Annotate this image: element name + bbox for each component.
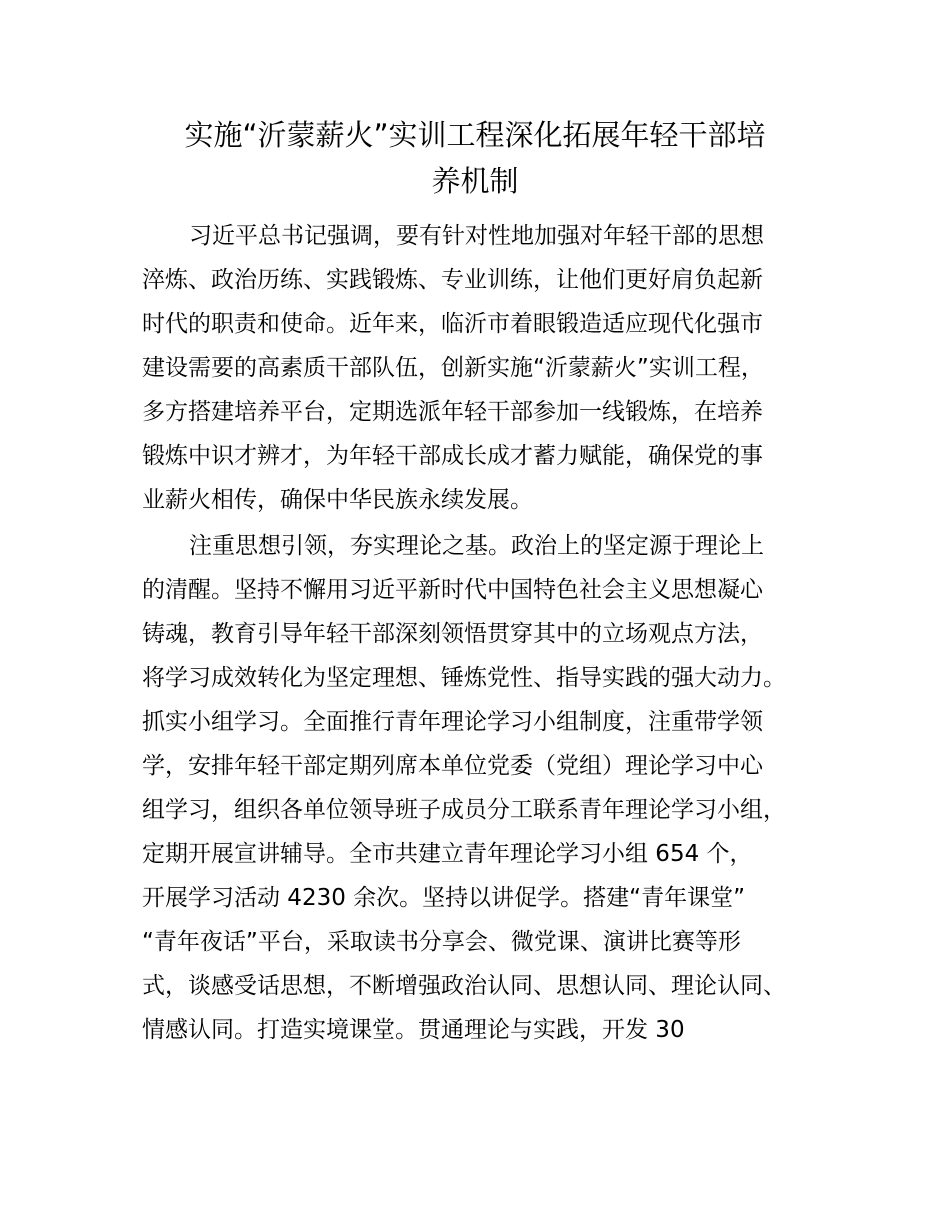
text-line: 铸魂，教育引导年轻干部深刻领悟贯穿其中的立场观点方法， — [142, 621, 763, 647]
text-line: 业薪火相传，确保中华民族永续发展。 — [142, 487, 533, 513]
text-line: 多方搭建培养平台，定期选派年轻干部参加一线锻炼，在培养 — [142, 399, 763, 425]
text-line: 时代的职责和使命。近年来，临沂市着眼锻造适应现代化强市 — [142, 311, 763, 337]
text-line: 组学习，组织各单位领导班子成员分工联系青年理论学习小组， — [142, 797, 786, 823]
document-title — [100, 112, 850, 204]
text-line: 将学习成效转化为坚定理想、锤炼党性、指导实践的强大动力。 — [142, 665, 786, 691]
text-line: “青年夜话”平台，采取读书分享会、微党课、演讲比赛等形 — [142, 929, 741, 955]
title-line: 实施“沂蒙薪火”实训工程深化拓展年轻干部培 — [184, 118, 766, 152]
text-line: 开展学习活动 4230 余次。坚持以讲促学。搭建“青年课堂” — [142, 885, 745, 911]
title-line: 养机制 — [431, 164, 519, 198]
paragraph-theory — [142, 524, 842, 1052]
paragraph-intro — [142, 214, 842, 522]
text-line: 情感认同。打造实境课堂。贯通理论与实践，开发 30 — [142, 1017, 685, 1043]
text-line: 的清醒。坚持不懈用习近平新时代中国特色社会主义思想凝心 — [142, 577, 763, 603]
text-line: 淬炼、政治历练、实践锻炼、专业训练，让他们更好肩负起新 — [142, 267, 763, 293]
text-line: 注重思想引领，夯实理论之基。政治上的坚定源于理论上 — [189, 533, 764, 559]
text-line: 式，谈感受话思想，不断增强政治认同、思想认同、理论认同、 — [142, 973, 786, 999]
text-line: 习近平总书记强调，要有针对性地加强对年轻干部的思想 — [189, 223, 764, 249]
text-line: 定期开展宣讲辅导。全市共建立青年理论学习小组 654 个， — [142, 841, 753, 867]
text-line: 学，安排年轻干部定期列席本单位党委（党组）理论学习中心 — [142, 753, 763, 779]
text-line: 锻炼中识才辨才，为年轻干部成长成才蓄力赋能，确保党的事 — [142, 443, 763, 469]
text-line: 建设需要的高素质干部队伍，创新实施“沂蒙薪火”实训工程， — [142, 355, 764, 381]
text-line: 抓实小组学习。全面推行青年理论学习小组制度，注重带学领 — [142, 709, 763, 735]
